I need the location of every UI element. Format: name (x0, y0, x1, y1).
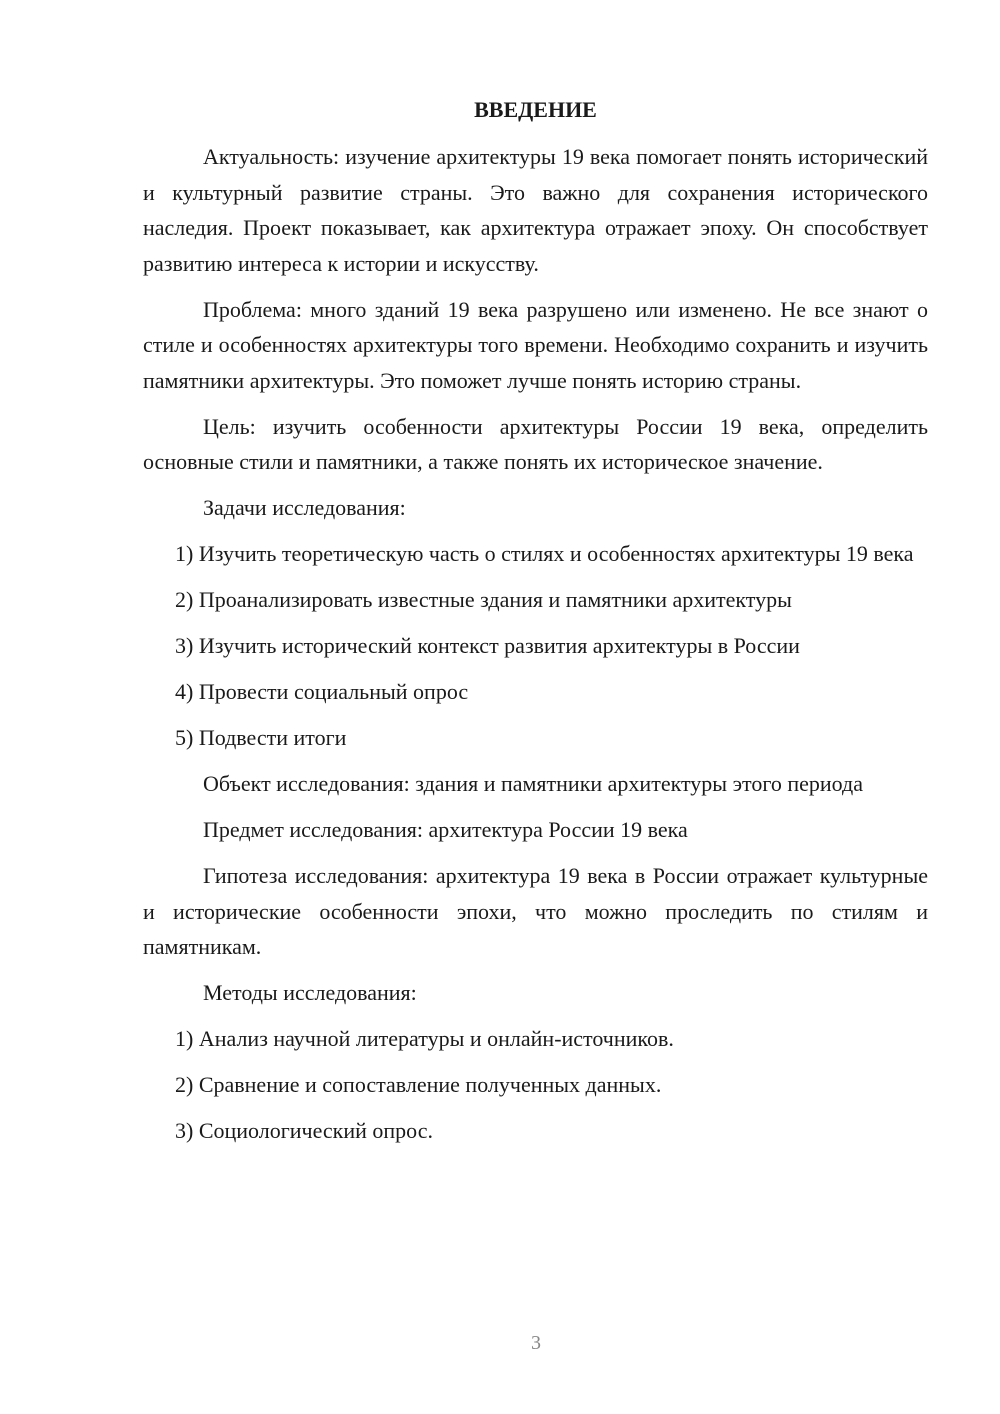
method-item-1: 1) Анализ научной литературы и онлайн-источников. (175, 1026, 674, 1051)
problem-paragraph: Проблема: много зданий 19 века разрушено или изменено. Не все знают о стиле и особенностях архитектуры того времени. Необходимо сохранить и изучить памятники архитектуры. Это поможет лучше понять историю страны. (143, 296, 928, 393)
methods-heading: Методы исследования: (203, 980, 417, 1005)
page-number: 3 (531, 1332, 541, 1354)
task-item-3: 3) Изучить исторический контекст развития архитектуры в России (175, 633, 800, 658)
task-item-1: 1) Изучить теоретическую часть о стилях и особенностях архитектуры 19 века (175, 541, 914, 566)
document-body (143, 92, 928, 1159)
task-item-4: 4) Провести социальный опрос (175, 679, 469, 704)
relevance-paragraph: Актуальность: изучение архитектуры 19 века помогает понять исторический и культурный развитие страны. Это важно для сохранения исторического наследия. Проект показывает, как архитектура отражает эпоху. Он способствует развитию интереса к истории и искусству. (143, 144, 928, 276)
task-item-5: 5) Подвести итоги (175, 725, 347, 750)
tasks-heading: Задачи исследования: (203, 495, 406, 520)
object-paragraph: Объект исследования: здания и памятники архитектуры этого периода (203, 771, 863, 796)
method-item-2: 2) Сравнение и сопоставление полученных данных. (175, 1072, 662, 1097)
task-item-2: 2) Проанализировать известные здания и памятники архитектуры (175, 587, 792, 612)
method-item-3: 3) Социологический опрос. (175, 1118, 433, 1143)
goal-paragraph: Цель: изучить особенности архитектуры России 19 века, определить основные стили и памятники, а также понять их историческое значение. (143, 413, 928, 474)
section-title: ВВЕДЕНИЕ (474, 97, 597, 122)
subject-paragraph: Предмет исследования: архитектура России 19 века (203, 817, 688, 842)
hypothesis-paragraph: Гипотеза исследования: архитектура 19 века в России отражает культурные и исторические особенности эпохи, что можно проследить по стилям и памятникам. (143, 863, 928, 959)
